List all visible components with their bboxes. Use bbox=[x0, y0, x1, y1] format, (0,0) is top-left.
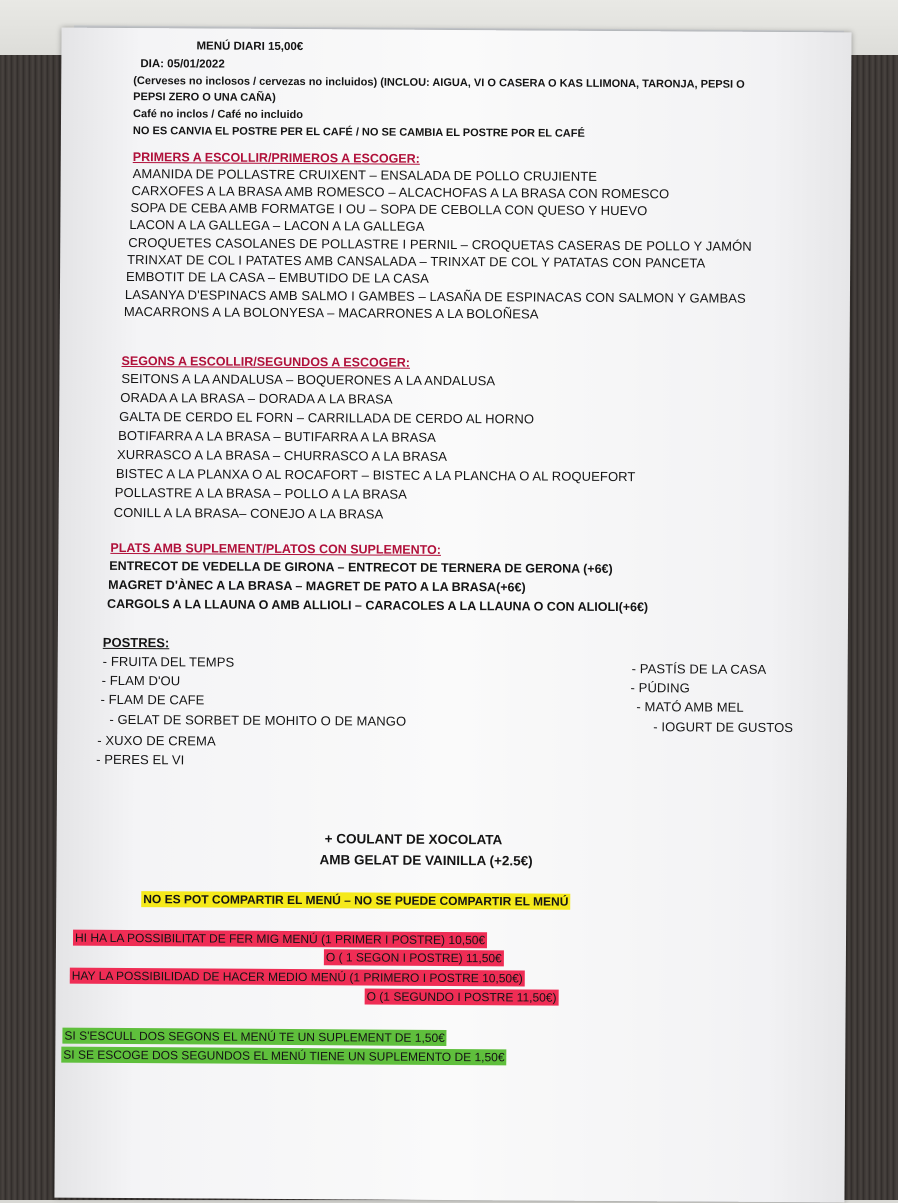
drinks-note: (Cerveses no inclosos / cervezas no incluidos) (INCLOU: AIGUA, VI O CASERA O KAS LLIMONA, TARONJA, PEPSI O bbox=[133, 75, 745, 91]
half-menu-ca-2: O ( 1 SEGON I POSTRE) 11,50€ bbox=[324, 949, 504, 966]
half-menu-ca: HI HA LA POSSIBILITAT DE FER MIG MENÚ (1 PRIMER I POSTRE) 10,50€ bbox=[73, 930, 487, 949]
double-segon-es: SI SE ESCOGE DOS SEGUNDOS EL MENÚ TIENE UN SUPLEMENTO DE 1,50€ bbox=[61, 1047, 506, 1066]
suplement-item: CARGOLS A LA LLAUNA O AMB ALLIOLI – CARACOLES A LA LLAUNA O CON ALIOLI(+6€) bbox=[107, 596, 649, 615]
drinks-note-cont: PEPSI ZERO O UNA CAÑA) bbox=[133, 91, 276, 104]
no-swap-note: NO ES CANVIA EL POSTRE PER EL CAFÉ / NO SE CAMBIA EL POSTRE POR EL CAFÉ bbox=[132, 125, 585, 140]
postres-item: - GELAT DE SORBET DE MOHITO O DE MANGO bbox=[109, 711, 407, 729]
postres-item: - IOGURT DE GUSTOS bbox=[653, 719, 794, 736]
segons-item: POLLASTRE A LA BRASA – POLLO A LA BRASA bbox=[114, 484, 408, 502]
primers-item: SOPA DE CEBA AMB FORMATGE I OU – SOPA DE CEBOLLA CON QUESO Y HUEVO bbox=[130, 200, 648, 219]
segons-item: XURRASCO A LA BRASA – CHURRASCO A LA BRASA bbox=[116, 446, 448, 464]
postres-item: - PERES EL VI bbox=[96, 751, 185, 768]
postres-heading: POSTRES: bbox=[102, 634, 170, 651]
primers-item: LACON A LA GALLEGA – LACON A LA GALLEGA bbox=[129, 217, 425, 234]
coulant-line: + COULANT DE XOCOLATA bbox=[324, 831, 503, 848]
suplement-item: ENTRECOT DE VEDELLA DE GIRONA – ENTRECOT DE TERNERA DE GERONA (+6€) bbox=[109, 558, 613, 576]
segons-heading: SEGONS A ESCOLLIR/SEGUNDOS A ESCOGER: bbox=[121, 353, 411, 370]
postres-item: - FLAM D'OU bbox=[101, 672, 181, 689]
menu-date: DIA: 05/01/2022 bbox=[140, 58, 225, 71]
primers-item: LASANYA D'ESPINACS AMB SALMO I GAMBES – LASAÑA DE ESPINACAS CON SALMON Y GAMBAS bbox=[124, 286, 746, 306]
coffee-note: Café no inclos / Café no incluido bbox=[133, 108, 303, 122]
postres-item: - MATÓ AMB MEL bbox=[636, 699, 744, 715]
primers-item: TRINXAT DE COL I PATATES AMB CANSALADA – TRINXAT DE COL Y PATATAS CON PANCETA bbox=[127, 252, 706, 271]
segons-item: BISTEC A LA PLANXA O AL ROCAFORT – BISTEC A LA PLANCHA O AL ROQUEFORT bbox=[115, 465, 636, 485]
segons-item: SEITONS A LA ANDALUSA – BOQUERONES A LA ANDALUSA bbox=[121, 370, 496, 389]
double-segon-ca: SI S'ESCULL DOS SEGONS EL MENÚ TE UN SUPLEMENT DE 1,50€ bbox=[62, 1028, 447, 1046]
segons-item: CONILL A LA BRASA– CONEJO A LA BRASA bbox=[113, 504, 384, 522]
primers-item: CROQUETES CASOLANES DE POLLASTRE I PERNIL – CROQUETAS CASERAS DE POLLO Y JAMÓN bbox=[128, 235, 752, 254]
postres-item: - PASTÍS DE LA CASA bbox=[631, 661, 767, 677]
primers-item: MACARRONS A LA BOLONYESA – MACARRONES A LA BOLOÑESA bbox=[123, 303, 539, 322]
suplement-heading: PLATS AMB SUPLEMENT/PLATOS CON SUPLEMENTO: bbox=[110, 540, 442, 557]
menu-title: MENÚ DIARI 15,00€ bbox=[196, 40, 304, 54]
half-menu-es: HAY LA POSSIBILIDAD DE HACER MEDIO MENÚ (1 PRIMERO I POSTRE 10,50€) bbox=[70, 968, 525, 987]
postres-item: - FRUITA DEL TEMPS bbox=[102, 653, 235, 670]
segons-item: ORADA A LA BRASA – DORADA A LA BRASA bbox=[120, 389, 393, 407]
postres-item: - FLAM DE CAFE bbox=[100, 691, 205, 708]
menu-sheet bbox=[54, 28, 851, 1203]
segons-item: GALTA DE CERDO EL FORN – CARRILLADA DE CERDO AL HORNO bbox=[119, 408, 535, 427]
half-menu-es-2: O (1 SEGUNDO I POSTRE 11,50€) bbox=[365, 988, 559, 1005]
suplement-item: MAGRET D'ÀNEC A LA BRASA – MAGRET DE PATO A LA BRASA(+6€) bbox=[108, 577, 526, 595]
primers-heading: PRIMERS A ESCOLLIR/PRIMEROS A ESCOGER: bbox=[132, 150, 420, 166]
no-share-notice: NO ES POT COMPARTIR EL MENÚ – NO SE PUEDE COMPARTIR EL MENÚ bbox=[141, 891, 570, 910]
postres-item: - XUXO DE CREMA bbox=[97, 732, 216, 749]
primers-item: AMANIDA DE POLLASTRE CRUIXENT – ENSALADA DE POLLO CRUJIENTE bbox=[132, 166, 598, 184]
coulant-price: AMB GELAT DE VAINILLA (+2.5€) bbox=[319, 852, 533, 869]
segons-item: BOTIFARRA A LA BRASA – BUTIFARRA A LA BRASA bbox=[118, 427, 437, 445]
postres-item: - PÚDING bbox=[630, 680, 690, 696]
primers-item: CARXOFES A LA BRASA AMB ROMESCO – ALCACHOFAS A LA BRASA CON ROMESCO bbox=[131, 183, 670, 202]
primers-item: EMBOTIT DE LA CASA – EMBUTIDO DE LA CASA bbox=[126, 268, 429, 286]
